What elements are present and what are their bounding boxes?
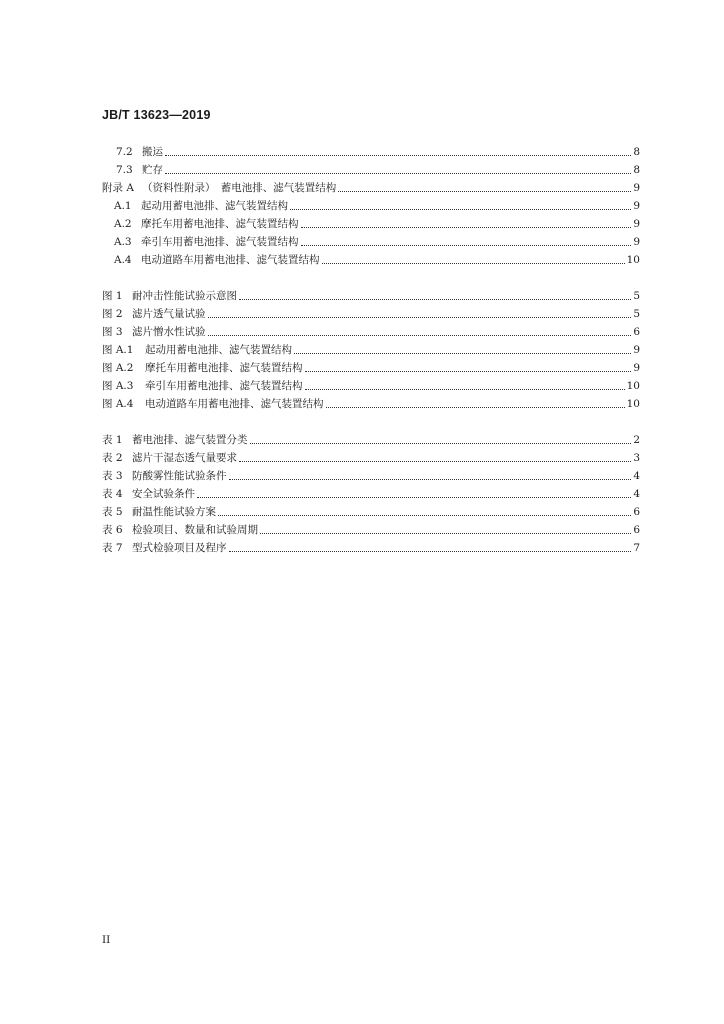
toc-entry-appendix[interactable] xyxy=(102,179,640,195)
dot-leader xyxy=(239,299,631,300)
dot-leader xyxy=(301,227,632,228)
toc-entry-figure[interactable] xyxy=(102,377,640,393)
toc-entry-title: 蓄电池排、滤气装置分类 xyxy=(132,434,248,446)
toc-entry-title: 起动用蓄电池排、滤气装置结构 xyxy=(145,344,292,356)
dot-leader xyxy=(301,245,632,246)
toc-entry-page: 9 xyxy=(633,344,640,356)
toc-entry-page: 4 xyxy=(633,470,640,482)
dot-leader xyxy=(208,317,632,318)
dot-leader xyxy=(250,443,632,444)
toc-entry-number: 表 7 xyxy=(102,542,123,554)
toc-entry-page: 7 xyxy=(633,542,640,554)
toc-entry-page: 8 xyxy=(633,146,640,158)
dot-leader xyxy=(218,515,631,516)
dot-leader xyxy=(208,335,632,336)
toc-entry-title: 滤片透气量试验 xyxy=(132,308,206,320)
toc-entry-page: 10 xyxy=(626,254,640,266)
dot-leader xyxy=(229,479,632,480)
toc-entry-number: 图 A.4 xyxy=(102,398,134,410)
toc-entry-title: 搬运 xyxy=(142,146,163,158)
toc-entry-number: 图 2 xyxy=(102,308,123,320)
document-code-header: JB/T 13623—2019 xyxy=(102,108,211,122)
toc-entry-title: 摩托车用蓄电池排、滤气装置结构 xyxy=(145,362,303,374)
toc-entry-number: 表 1 xyxy=(102,434,123,446)
toc-entry-page: 9 xyxy=(633,362,640,374)
dot-leader xyxy=(338,191,631,192)
toc-entry-number: A.3 xyxy=(114,236,132,248)
toc-entry-page: 5 xyxy=(633,290,640,302)
toc-entry-figure[interactable] xyxy=(102,395,640,411)
toc-entry-number: 图 A.3 xyxy=(102,380,134,392)
toc-entry-title: （资料性附录） 蓄电池排、滤气装置结构 xyxy=(142,182,337,194)
toc-entry-section[interactable] xyxy=(102,233,640,249)
toc-entry-section[interactable] xyxy=(102,161,640,177)
toc-entry-number: 表 6 xyxy=(102,524,123,536)
toc-entry-page: 10 xyxy=(626,398,640,410)
dot-leader xyxy=(322,263,625,264)
toc-entry-number: 图 A.2 xyxy=(102,362,134,374)
dot-leader xyxy=(239,461,631,462)
toc-entry-page: 9 xyxy=(633,236,640,248)
toc-entry-page: 9 xyxy=(633,200,640,212)
dot-leader xyxy=(305,371,632,372)
toc-entry-number: 表 2 xyxy=(102,452,123,464)
toc-entry-page: 3 xyxy=(633,452,640,464)
toc-entry-title: 起动用蓄电池排、滤气装置结构 xyxy=(141,200,288,212)
toc-entry-section[interactable] xyxy=(102,197,640,213)
toc-entry-number: 7.3 xyxy=(116,164,133,176)
toc-entry-page: 2 xyxy=(633,434,640,446)
toc-entry-number: 图 1 xyxy=(102,290,123,302)
toc-entry-title: 安全试验条件 xyxy=(132,488,195,500)
toc-entry-page: 6 xyxy=(633,326,640,338)
toc-entry-table[interactable] xyxy=(102,449,640,465)
toc-entry-title: 电动道路车用蓄电池排、滤气装置结构 xyxy=(141,254,320,266)
toc-entry-section[interactable] xyxy=(102,215,640,231)
toc-entry-number: A.2 xyxy=(114,218,132,230)
toc-entry-table[interactable] xyxy=(102,431,640,447)
toc-entry-title: 耐温性能试验方案 xyxy=(132,506,216,518)
dot-leader xyxy=(294,353,631,354)
toc-entry-section[interactable] xyxy=(102,143,640,159)
dot-leader xyxy=(290,209,631,210)
toc-entry-title: 防酸雾性能试验条件 xyxy=(132,470,227,482)
toc-entry-page: 6 xyxy=(633,506,640,518)
toc-entry-title: 滤片憎水性试验 xyxy=(132,326,206,338)
dot-leader xyxy=(260,533,631,534)
toc-entry-number: 图 A.1 xyxy=(102,344,134,356)
toc-entry-page: 6 xyxy=(633,524,640,536)
toc-entry-page: 10 xyxy=(626,380,640,392)
dot-leader xyxy=(229,551,632,552)
toc-entry-title: 检验项目、数量和试验周期 xyxy=(132,524,258,536)
toc-entry-table[interactable] xyxy=(102,503,640,519)
toc-entry-number: A.4 xyxy=(114,254,132,266)
toc-entry-title: 摩托车用蓄电池排、滤气装置结构 xyxy=(141,218,299,230)
toc-entry-table[interactable] xyxy=(102,467,640,483)
toc-entry-table[interactable] xyxy=(102,539,640,555)
toc-entry-title: 滤片干湿态透气量要求 xyxy=(132,452,237,464)
toc-entry-section[interactable] xyxy=(102,251,640,267)
toc-entry-figure[interactable] xyxy=(102,323,640,339)
toc-entry-title: 型式检验项目及程序 xyxy=(132,542,227,554)
page-number-footer: II xyxy=(102,934,111,946)
dot-leader xyxy=(197,497,631,498)
toc-entry-number: 表 3 xyxy=(102,470,123,482)
toc-entry-figure[interactable] xyxy=(102,359,640,375)
toc-entry-page: 9 xyxy=(633,182,640,194)
toc-entry-page: 5 xyxy=(633,308,640,320)
toc-entry-title: 牵引车用蓄电池排、滤气装置结构 xyxy=(145,380,303,392)
toc-entry-number: 图 3 xyxy=(102,326,123,338)
dot-leader xyxy=(165,155,631,156)
toc-entry-number: 表 4 xyxy=(102,488,123,500)
toc-entry-number: A.1 xyxy=(114,200,132,212)
toc-entry-title: 电动道路车用蓄电池排、滤气装置结构 xyxy=(145,398,324,410)
toc-entry-page: 9 xyxy=(633,218,640,230)
toc-entry-figure[interactable] xyxy=(102,341,640,357)
toc-entry-number: 表 5 xyxy=(102,506,123,518)
toc-entry-figure[interactable] xyxy=(102,305,640,321)
toc-entry-page: 8 xyxy=(633,164,640,176)
toc-entry-table[interactable] xyxy=(102,521,640,537)
toc-entry-title: 牵引车用蓄电池排、滤气装置结构 xyxy=(141,236,299,248)
dot-leader xyxy=(305,389,625,390)
dot-leader xyxy=(165,173,631,174)
toc-entry-number: 附录 A xyxy=(102,182,134,194)
toc-entry-title: 贮存 xyxy=(142,164,163,176)
toc-entry-number: 7.2 xyxy=(116,146,133,158)
dot-leader xyxy=(326,407,625,408)
toc-entry-page: 4 xyxy=(633,488,640,500)
toc-entry-title: 耐冲击性能试验示意图 xyxy=(132,290,237,302)
toc-entry-table[interactable] xyxy=(102,485,640,501)
toc-entry-figure[interactable] xyxy=(102,287,640,303)
